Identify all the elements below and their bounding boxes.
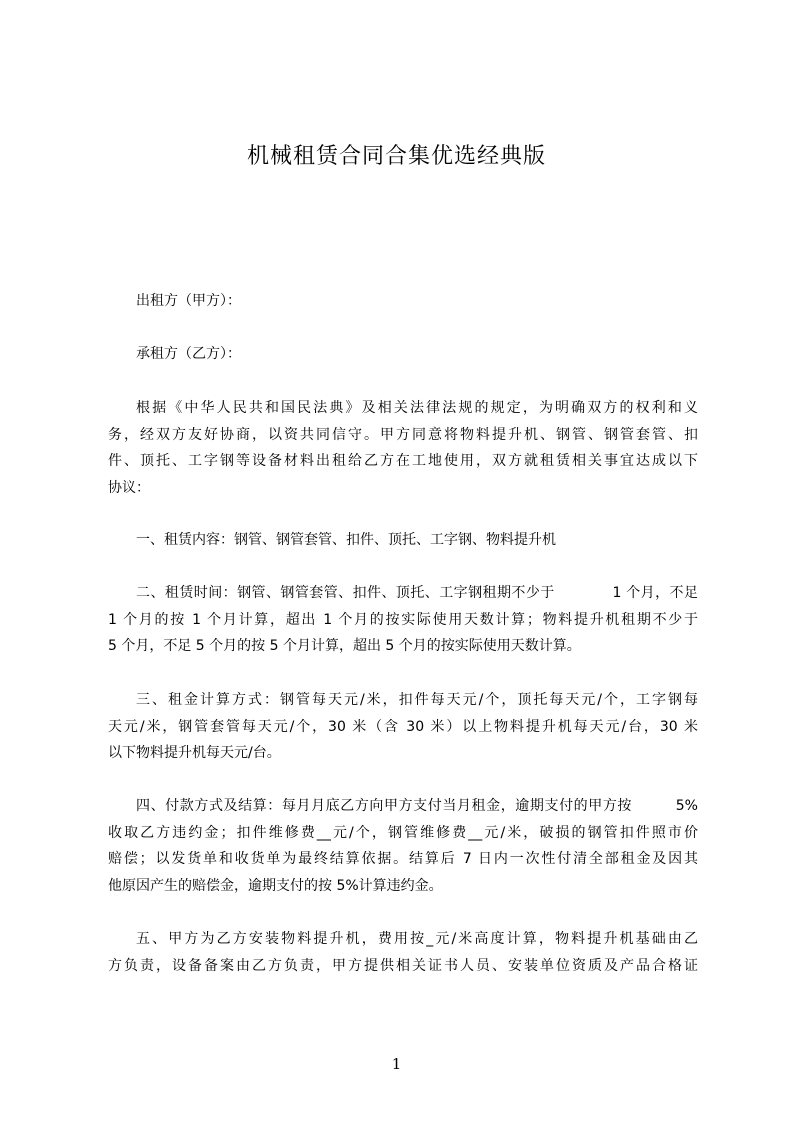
- text-line: 天元/米，钢管套管每天元/个，30 米（含 30 米）以上物料提升机每天元/台，30 米: [108, 718, 698, 735]
- text-line: 他原因产生的赔偿金，逾期支付的按 5%计算违约金。: [108, 877, 443, 894]
- text-line: 一、租赁内容：钢管、钢管套管、扣件、顶托、工字钢、物料提升机: [136, 532, 556, 548]
- text-line: 方负责，设备备案由乙方负责，甲方提供相关证书人员、安装单位资质及产品合格证: [108, 957, 698, 974]
- page-number: 1: [391, 1055, 402, 1073]
- text-line: 三、租金计算方式：钢管每天元/米，扣件每天元/个，顶托每天元/个，工字钢每: [136, 692, 698, 708]
- clause-2-paragraph: [108, 580, 698, 660]
- text-line: 1 个月的按 1 个月计算，超出 1 个月的按实际使用天数计算；物料提升机租期不少于: [108, 611, 698, 628]
- text-line: 协议：: [108, 479, 150, 496]
- preamble-paragraph: [108, 395, 698, 501]
- text-line: 5 个月，不足 5 个月的按 5 个月计算，超出 5 个月的按实际使用天数计算。: [108, 638, 581, 654]
- lessee-text: 承租方（乙方）：: [136, 346, 241, 362]
- clause-5-paragraph: [108, 926, 698, 979]
- text-line: 件、顶托、工字钢等设备材料出租给乙方在工地使用，双方就租赁相关事宜达成以下: [108, 453, 698, 469]
- lessor-line: [108, 288, 698, 315]
- lessee-line: [108, 341, 698, 368]
- clause-3-paragraph: [108, 687, 698, 767]
- clause-1-paragraph: [108, 527, 698, 554]
- text-line: 务，经双方友好协商，以资共同信守。甲方同意将物料提升机、钢管、钢管套管、扣: [108, 426, 698, 443]
- lessor-text: 出租方（甲方）：: [136, 293, 241, 309]
- text-line: 四、付款方式及结算：每月月底乙方向甲方支付当月租金，逾期支付的甲方按 5%: [136, 798, 698, 814]
- text-line: 二、租赁时间：钢管、钢管套管、扣件、顶托、工字钢租期不少于 1 个月，不足: [136, 585, 698, 601]
- text-line: 以下物料提升机每天元/台。: [108, 745, 281, 761]
- text-line: 五、甲方为乙方安装物料提升机，费用按_元/米高度计算，物料提升机基础由乙: [136, 931, 698, 947]
- text-line: 赔偿；以发货单和收货单为最终结算依据。结算后 7 日内一次性付清全部租金及因其: [108, 851, 698, 867]
- clause-4-paragraph: [108, 793, 698, 899]
- text-line: 根据《中华人民共和国民法典》及相关法律法规的规定，为明确双方的权利和义: [136, 400, 698, 416]
- text-line: 收取乙方违约金；扣件维修费__元/个，钢管维修费__元/米，破损的钢管扣件照市价: [108, 824, 698, 841]
- document-title: 机械租赁合同合集优选经典版: [246, 144, 546, 169]
